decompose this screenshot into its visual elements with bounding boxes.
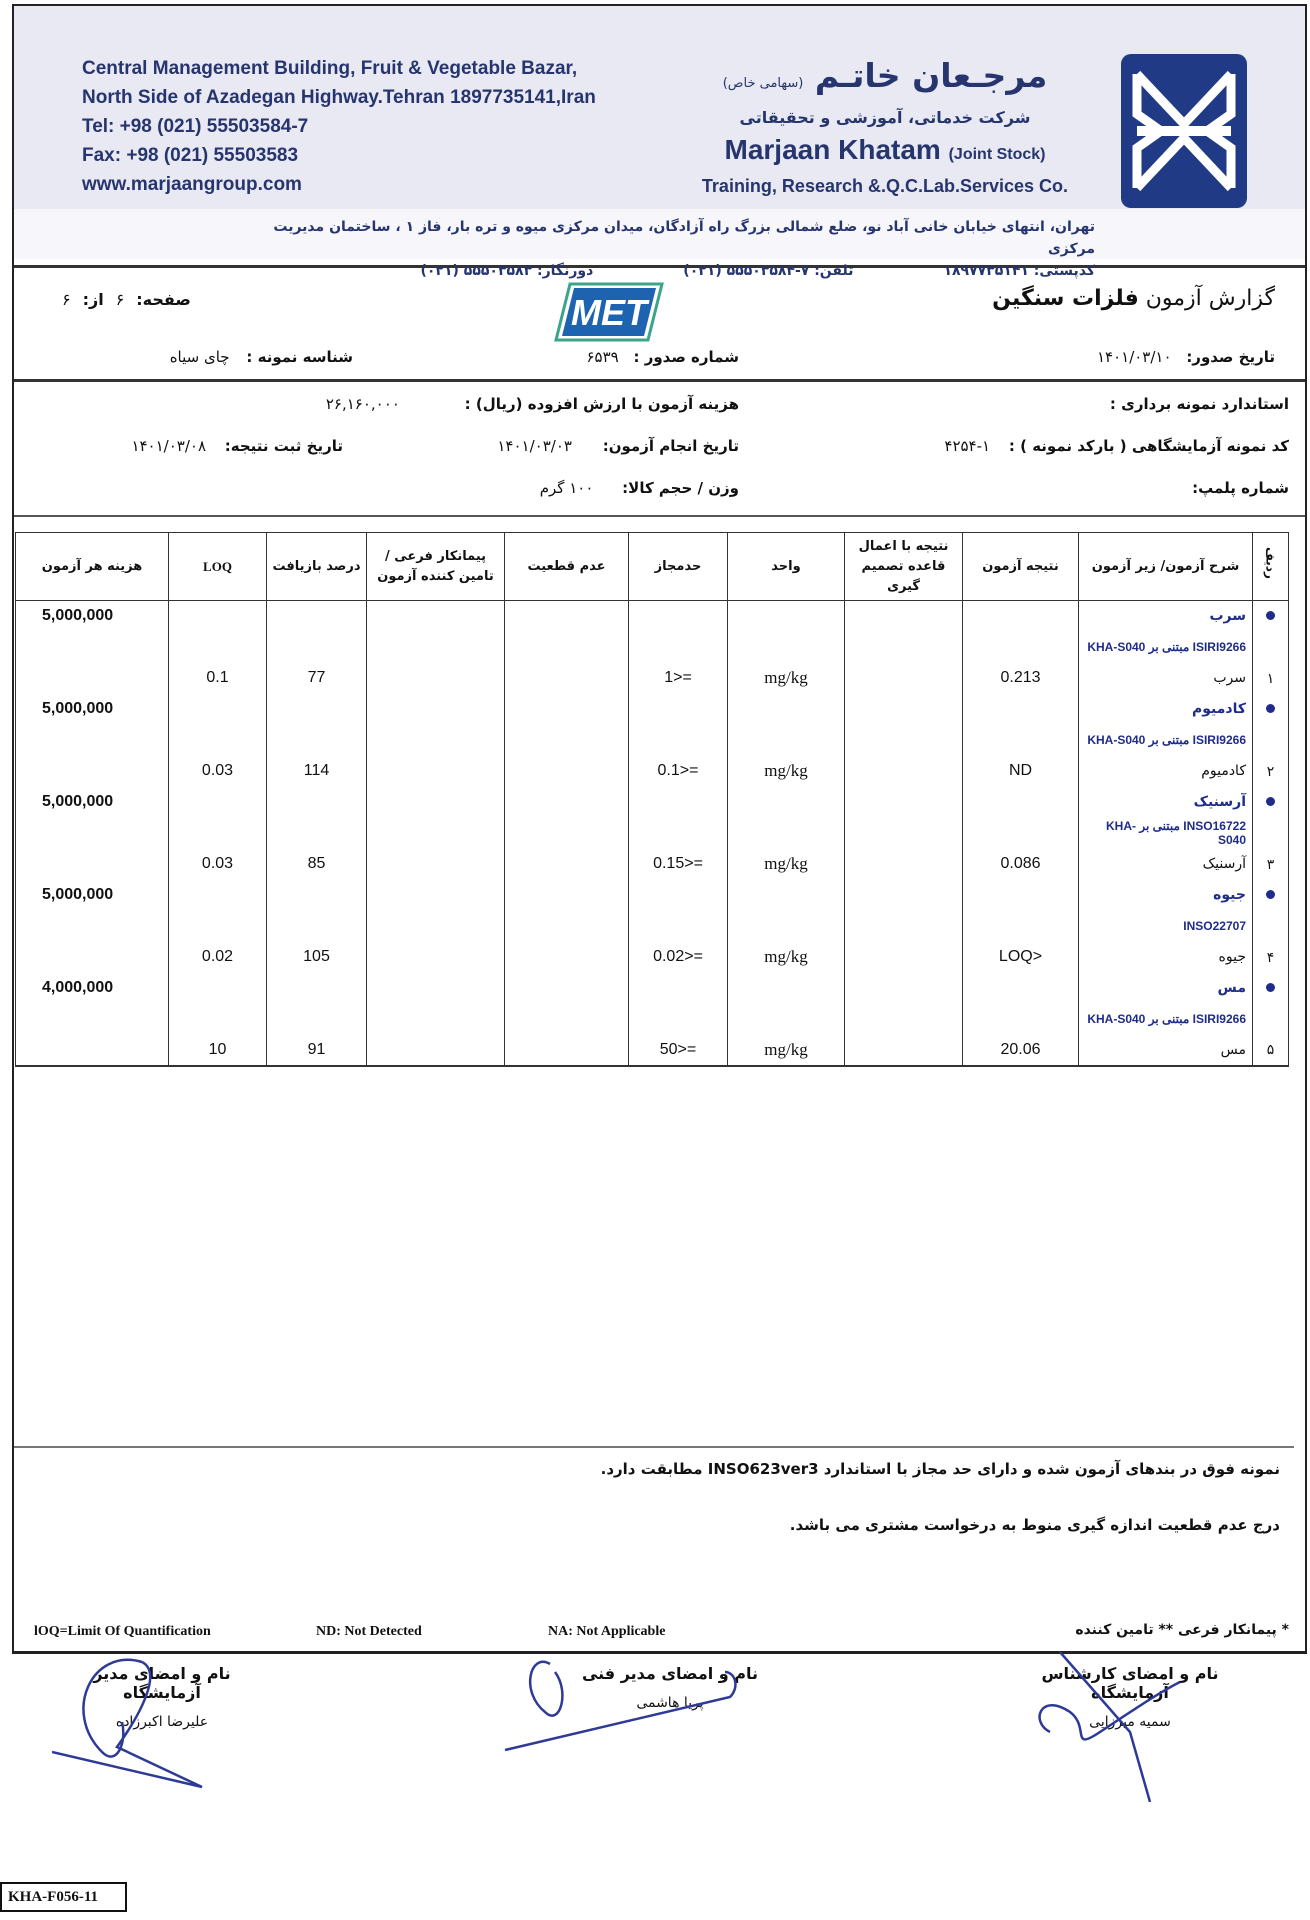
signature-icon bbox=[500, 1652, 740, 1762]
decision-result bbox=[845, 942, 963, 973]
test-name: آرسنیک bbox=[1079, 787, 1253, 818]
test-name: جیوه bbox=[1079, 880, 1253, 911]
results-table-container bbox=[15, 532, 1288, 1067]
legend-nd: ND: Not Detected bbox=[316, 1624, 422, 1639]
header-row-no: ردیف bbox=[1253, 533, 1289, 601]
bullet-icon bbox=[1266, 611, 1275, 620]
subcontractor bbox=[367, 756, 505, 787]
test-date: تاریخ انجام آزمون: ۱۴۰۱/۰۳/۰۳ bbox=[497, 437, 739, 455]
report-header bbox=[14, 270, 1305, 382]
loq: 0.02 bbox=[169, 942, 267, 973]
decision-result bbox=[845, 756, 963, 787]
test-name: کادمیوم bbox=[1079, 694, 1253, 725]
sample-id: شناسه نمونه : چای سیاه bbox=[169, 348, 353, 366]
postcode: کدپستی: ۱۸۹۷۷۳۵۱۴۱ bbox=[943, 263, 1095, 279]
recovery: 91 bbox=[267, 1035, 367, 1066]
decision-result bbox=[845, 1035, 963, 1066]
company-name-block bbox=[655, 56, 1115, 199]
recovery: 85 bbox=[267, 849, 367, 880]
test-name: مس bbox=[1079, 973, 1253, 1004]
test-method-row bbox=[16, 632, 1289, 663]
loq: 0.1 bbox=[169, 663, 267, 694]
decision-result bbox=[845, 849, 963, 880]
row-number: ۴ bbox=[1253, 942, 1289, 973]
bullet-icon bbox=[1266, 890, 1275, 899]
test-header-row bbox=[16, 694, 1289, 725]
weight-volume: وزن / حجم کالا: ۱۰۰ گرم bbox=[539, 479, 739, 497]
header-recovery: درصد بازیافت bbox=[267, 533, 367, 601]
website-link[interactable]: www.marjaangroup.com bbox=[82, 174, 302, 195]
test-method: ISIRI9266 مبتنی بر KHA-S040 bbox=[1079, 632, 1253, 663]
address-line-2: North Side of Azadegan Highway.Tehran 1897735141,Iran bbox=[82, 87, 596, 108]
unit: mg/kg bbox=[728, 1035, 845, 1066]
table-row bbox=[16, 756, 1289, 787]
sub-test-name: سرب bbox=[1079, 663, 1253, 694]
loq: 0.03 bbox=[169, 849, 267, 880]
page-indicator: صفحه: ۶ از: ۶ bbox=[62, 290, 191, 309]
test-method: ISIRI9266 مبتنی بر KHA-S040 bbox=[1079, 1004, 1253, 1035]
loq: 10 bbox=[169, 1035, 267, 1066]
test-cost: 5,000,000 bbox=[16, 787, 169, 818]
header-limit: حدمجاز bbox=[629, 533, 728, 601]
test-cost: 5,000,000 bbox=[16, 601, 169, 632]
sample-info bbox=[14, 385, 1305, 517]
address-line-1: Central Management Building, Fruit & Vegetable Bazar, bbox=[82, 58, 578, 79]
header-uncertainty: عدم قطعیت bbox=[505, 533, 629, 601]
table-row bbox=[16, 1035, 1289, 1066]
test-method-row bbox=[16, 818, 1289, 849]
result-value: 0.213 bbox=[963, 663, 1079, 694]
test-method-row bbox=[16, 911, 1289, 942]
english-contact-block bbox=[82, 54, 596, 199]
header-description: شرح آزمون/ زیر آزمون bbox=[1079, 533, 1253, 601]
legend-loq: lOQ=Limit Of Quantification bbox=[34, 1624, 211, 1639]
uncertainty bbox=[505, 663, 629, 694]
svg-text:MET: MET bbox=[571, 292, 647, 333]
sampling-standard: استاندارد نمونه برداری : bbox=[1109, 395, 1289, 413]
recovery: 77 bbox=[267, 663, 367, 694]
header-unit: واحد bbox=[728, 533, 845, 601]
limit: =<1 bbox=[629, 663, 728, 694]
result-value: 20.06 bbox=[963, 1035, 1079, 1066]
test-method-row bbox=[16, 1004, 1289, 1035]
phone-fa: تلفن: ۷-۵۵۵۰۳۵۸۴ (۰۲۱) bbox=[683, 263, 854, 279]
header-subcontractor: پیمانکار فرعی / تامین کننده آزمون bbox=[367, 533, 505, 601]
test-method: ISIRI9266 مبتنی بر KHA-S040 bbox=[1079, 725, 1253, 756]
header-decision-result: نتیجه با اعمال قاعده تصمیم گیری bbox=[845, 533, 963, 601]
signature-lab-expert: نام و امضای کارشناس آزمایشگاه سمیه میرزایی bbox=[1010, 1664, 1250, 1730]
persian-address-line: تهران، انتهای خیابان خانی آباد نو، ضلع شمالی بزرگ راه آزادگان، میدان مرکزی میوه و تره بار، فاز ۱ ، ساختمان مدیریت مرکزی bbox=[273, 219, 1095, 257]
sub-test-name: جیوه bbox=[1079, 942, 1253, 973]
uncertainty-note: درج عدم قطعیت اندازه گیری منوط به درخواست مشتری می باشد. bbox=[789, 1516, 1280, 1534]
seal-number: شماره پلمپ: bbox=[1192, 479, 1289, 497]
loq: 0.03 bbox=[169, 756, 267, 787]
limit: =<50 bbox=[629, 1035, 728, 1066]
bullet-icon bbox=[1266, 704, 1275, 713]
test-header-row bbox=[16, 601, 1289, 632]
test-header-row bbox=[16, 880, 1289, 911]
notes-divider bbox=[14, 1446, 1294, 1448]
legend-row bbox=[14, 1620, 1305, 1654]
subcontractor bbox=[367, 942, 505, 973]
test-method: INSO16722 مبتنی بر KHA-S040 bbox=[1079, 818, 1253, 849]
header-loq: LOQ bbox=[169, 533, 267, 601]
row-number: ۲ bbox=[1253, 756, 1289, 787]
legend-na: NA: Not Applicable bbox=[548, 1624, 666, 1639]
telephone: Tel: +98 (021) 55503584-7 bbox=[82, 116, 309, 137]
sub-test-name: کادمیوم bbox=[1079, 756, 1253, 787]
report-title: گزارش آزمون فلزات سنگین bbox=[992, 286, 1275, 311]
table-row bbox=[16, 942, 1289, 973]
uncertainty bbox=[505, 756, 629, 787]
limit: =<0.1 bbox=[629, 756, 728, 787]
unit: mg/kg bbox=[728, 756, 845, 787]
limit: =<0.15 bbox=[629, 849, 728, 880]
result-value: 0.086 bbox=[963, 849, 1079, 880]
table-row bbox=[16, 849, 1289, 880]
test-header-row bbox=[16, 787, 1289, 818]
company-name-fa: مرجـعان خاتـم (سهامی خاص) bbox=[722, 56, 1048, 95]
test-name: سرب bbox=[1079, 601, 1253, 632]
conformity-note: نمونه فوق در بندهای آزمون شده و دارای حد مجاز با استاندارد INSO623ver3 مطابقت دارد. bbox=[600, 1460, 1280, 1478]
recovery: 105 bbox=[267, 942, 367, 973]
test-cost: 5,000,000 bbox=[16, 694, 169, 725]
header-result: نتیجه آزمون bbox=[963, 533, 1079, 601]
test-method: INSO22707 bbox=[1079, 911, 1253, 942]
subcontractor bbox=[367, 1035, 505, 1066]
sub-test-name: آرسنیک bbox=[1079, 849, 1253, 880]
company-subtitle-fa: شرکت خدماتی، آموزشی و تحقیقاتی bbox=[739, 108, 1031, 127]
test-cost: هزینه آزمون با ارزش افزوده (ریال) : ۲۶,۱۶۰,۰۰۰ bbox=[325, 395, 739, 413]
met-logo-icon bbox=[554, 282, 664, 342]
uncertainty bbox=[505, 942, 629, 973]
uncertainty bbox=[505, 849, 629, 880]
limit: =<0.02 bbox=[629, 942, 728, 973]
fax-fa: دورنگار: ۵۵۵۰۳۵۸۳ (۰۲۱) bbox=[420, 263, 594, 279]
uncertainty bbox=[505, 1035, 629, 1066]
results-table bbox=[15, 532, 1289, 1067]
decision-result bbox=[845, 663, 963, 694]
subcontractor bbox=[367, 849, 505, 880]
issue-date: تاریخ صدور: ۱۴۰۱/۰۳/۱۰ bbox=[1096, 348, 1275, 366]
signature-icon bbox=[1030, 1652, 1230, 1802]
row-number: ۳ bbox=[1253, 849, 1289, 880]
result-date: تاریخ ثبت نتیجه: ۱۴۰۱/۰۳/۰۸ bbox=[131, 437, 343, 455]
signature-icon bbox=[52, 1652, 232, 1802]
signature-lab-manager: نام و امضای مدیر آزمایشگاه علیرضا اکبرزاده bbox=[62, 1664, 262, 1730]
recovery: 114 bbox=[267, 756, 367, 787]
result-value: <LOQ bbox=[963, 942, 1079, 973]
result-value: ND bbox=[963, 756, 1079, 787]
signature-technical-manager: نام و امضای مدیر فنی پریا هاشمی bbox=[560, 1664, 780, 1711]
bullet-icon bbox=[1266, 797, 1275, 806]
row-number: ۵ bbox=[1253, 1035, 1289, 1066]
table-row bbox=[16, 663, 1289, 694]
unit: mg/kg bbox=[728, 942, 845, 973]
test-method-row bbox=[16, 725, 1289, 756]
company-subtitle-en: Training, Research &.Q.C.Lab.Services Co. bbox=[701, 176, 1069, 196]
bullet-icon bbox=[1266, 983, 1275, 992]
fax: Fax: +98 (021) 55503583 bbox=[82, 145, 299, 166]
test-cost: 4,000,000 bbox=[16, 973, 169, 1004]
unit: mg/kg bbox=[728, 849, 845, 880]
issue-number: شماره صدور : ۶۵۳۹ bbox=[586, 348, 739, 366]
lab-sample-code: کد نمونه آزمایشگاهی ( بارکد نمونه ) : ۱-۴۲۵۴ bbox=[944, 437, 1289, 455]
company-name-en: Marjaan Khatam (Joint Stock) bbox=[724, 134, 1046, 165]
table-header-row bbox=[16, 533, 1289, 601]
test-cost: 5,000,000 bbox=[16, 880, 169, 911]
company-logo-icon bbox=[1121, 54, 1247, 208]
legend-subcontractor: * پیمانکار فرعی ** تامین کننده bbox=[1075, 1622, 1289, 1638]
subcontractor bbox=[367, 663, 505, 694]
form-code: KHA-F056-11 bbox=[0, 1882, 127, 1912]
sub-test-name: مس bbox=[1079, 1035, 1253, 1066]
unit: mg/kg bbox=[728, 663, 845, 694]
letterhead bbox=[14, 6, 1305, 279]
row-number: ۱ bbox=[1253, 663, 1289, 694]
header-cost: هزینه هر آزمون bbox=[16, 533, 169, 601]
test-header-row bbox=[16, 973, 1289, 1004]
